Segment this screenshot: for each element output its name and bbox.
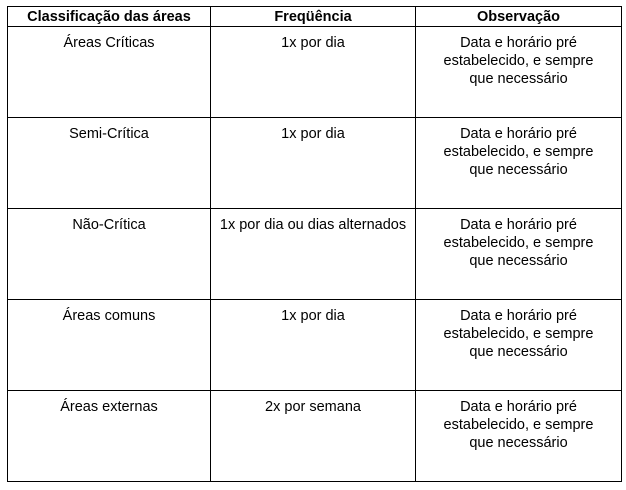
cell-observation: Data e horário pré estabelecido, e sempre que necessário <box>416 391 622 482</box>
cell-frequency: 1x por dia <box>211 300 416 391</box>
cell-classification: Semi-Crítica <box>8 118 211 209</box>
cell-frequency: 2x por semana <box>211 391 416 482</box>
table-row <box>8 300 622 391</box>
table-row <box>8 118 622 209</box>
table-row <box>8 27 622 118</box>
cell-frequency: 1x por dia <box>211 118 416 209</box>
cell-classification: Não-Crítica <box>8 209 211 300</box>
header-observation: Observação <box>416 7 622 27</box>
cell-classification: Áreas comuns <box>8 300 211 391</box>
cell-observation: Data e horário pré estabelecido, e sempre que necessário <box>416 209 622 300</box>
cell-observation: Data e horário pré estabelecido, e sempre que necessário <box>416 300 622 391</box>
cleaning-frequency-table <box>7 6 622 482</box>
cell-classification: Áreas Críticas <box>8 27 211 118</box>
cell-observation: Data e horário pré estabelecido, e sempre que necessário <box>416 118 622 209</box>
cell-frequency: 1x por dia <box>211 27 416 118</box>
header-frequency: Freqüência <box>211 7 416 27</box>
table-row <box>8 209 622 300</box>
cell-frequency: 1x por dia ou dias alternados <box>211 209 416 300</box>
header-classification: Classificação das áreas <box>8 7 211 27</box>
header-row <box>8 7 622 27</box>
cell-classification: Áreas externas <box>8 391 211 482</box>
table-row <box>8 391 622 482</box>
cell-observation: Data e horário pré estabelecido, e sempre que necessário <box>416 27 622 118</box>
